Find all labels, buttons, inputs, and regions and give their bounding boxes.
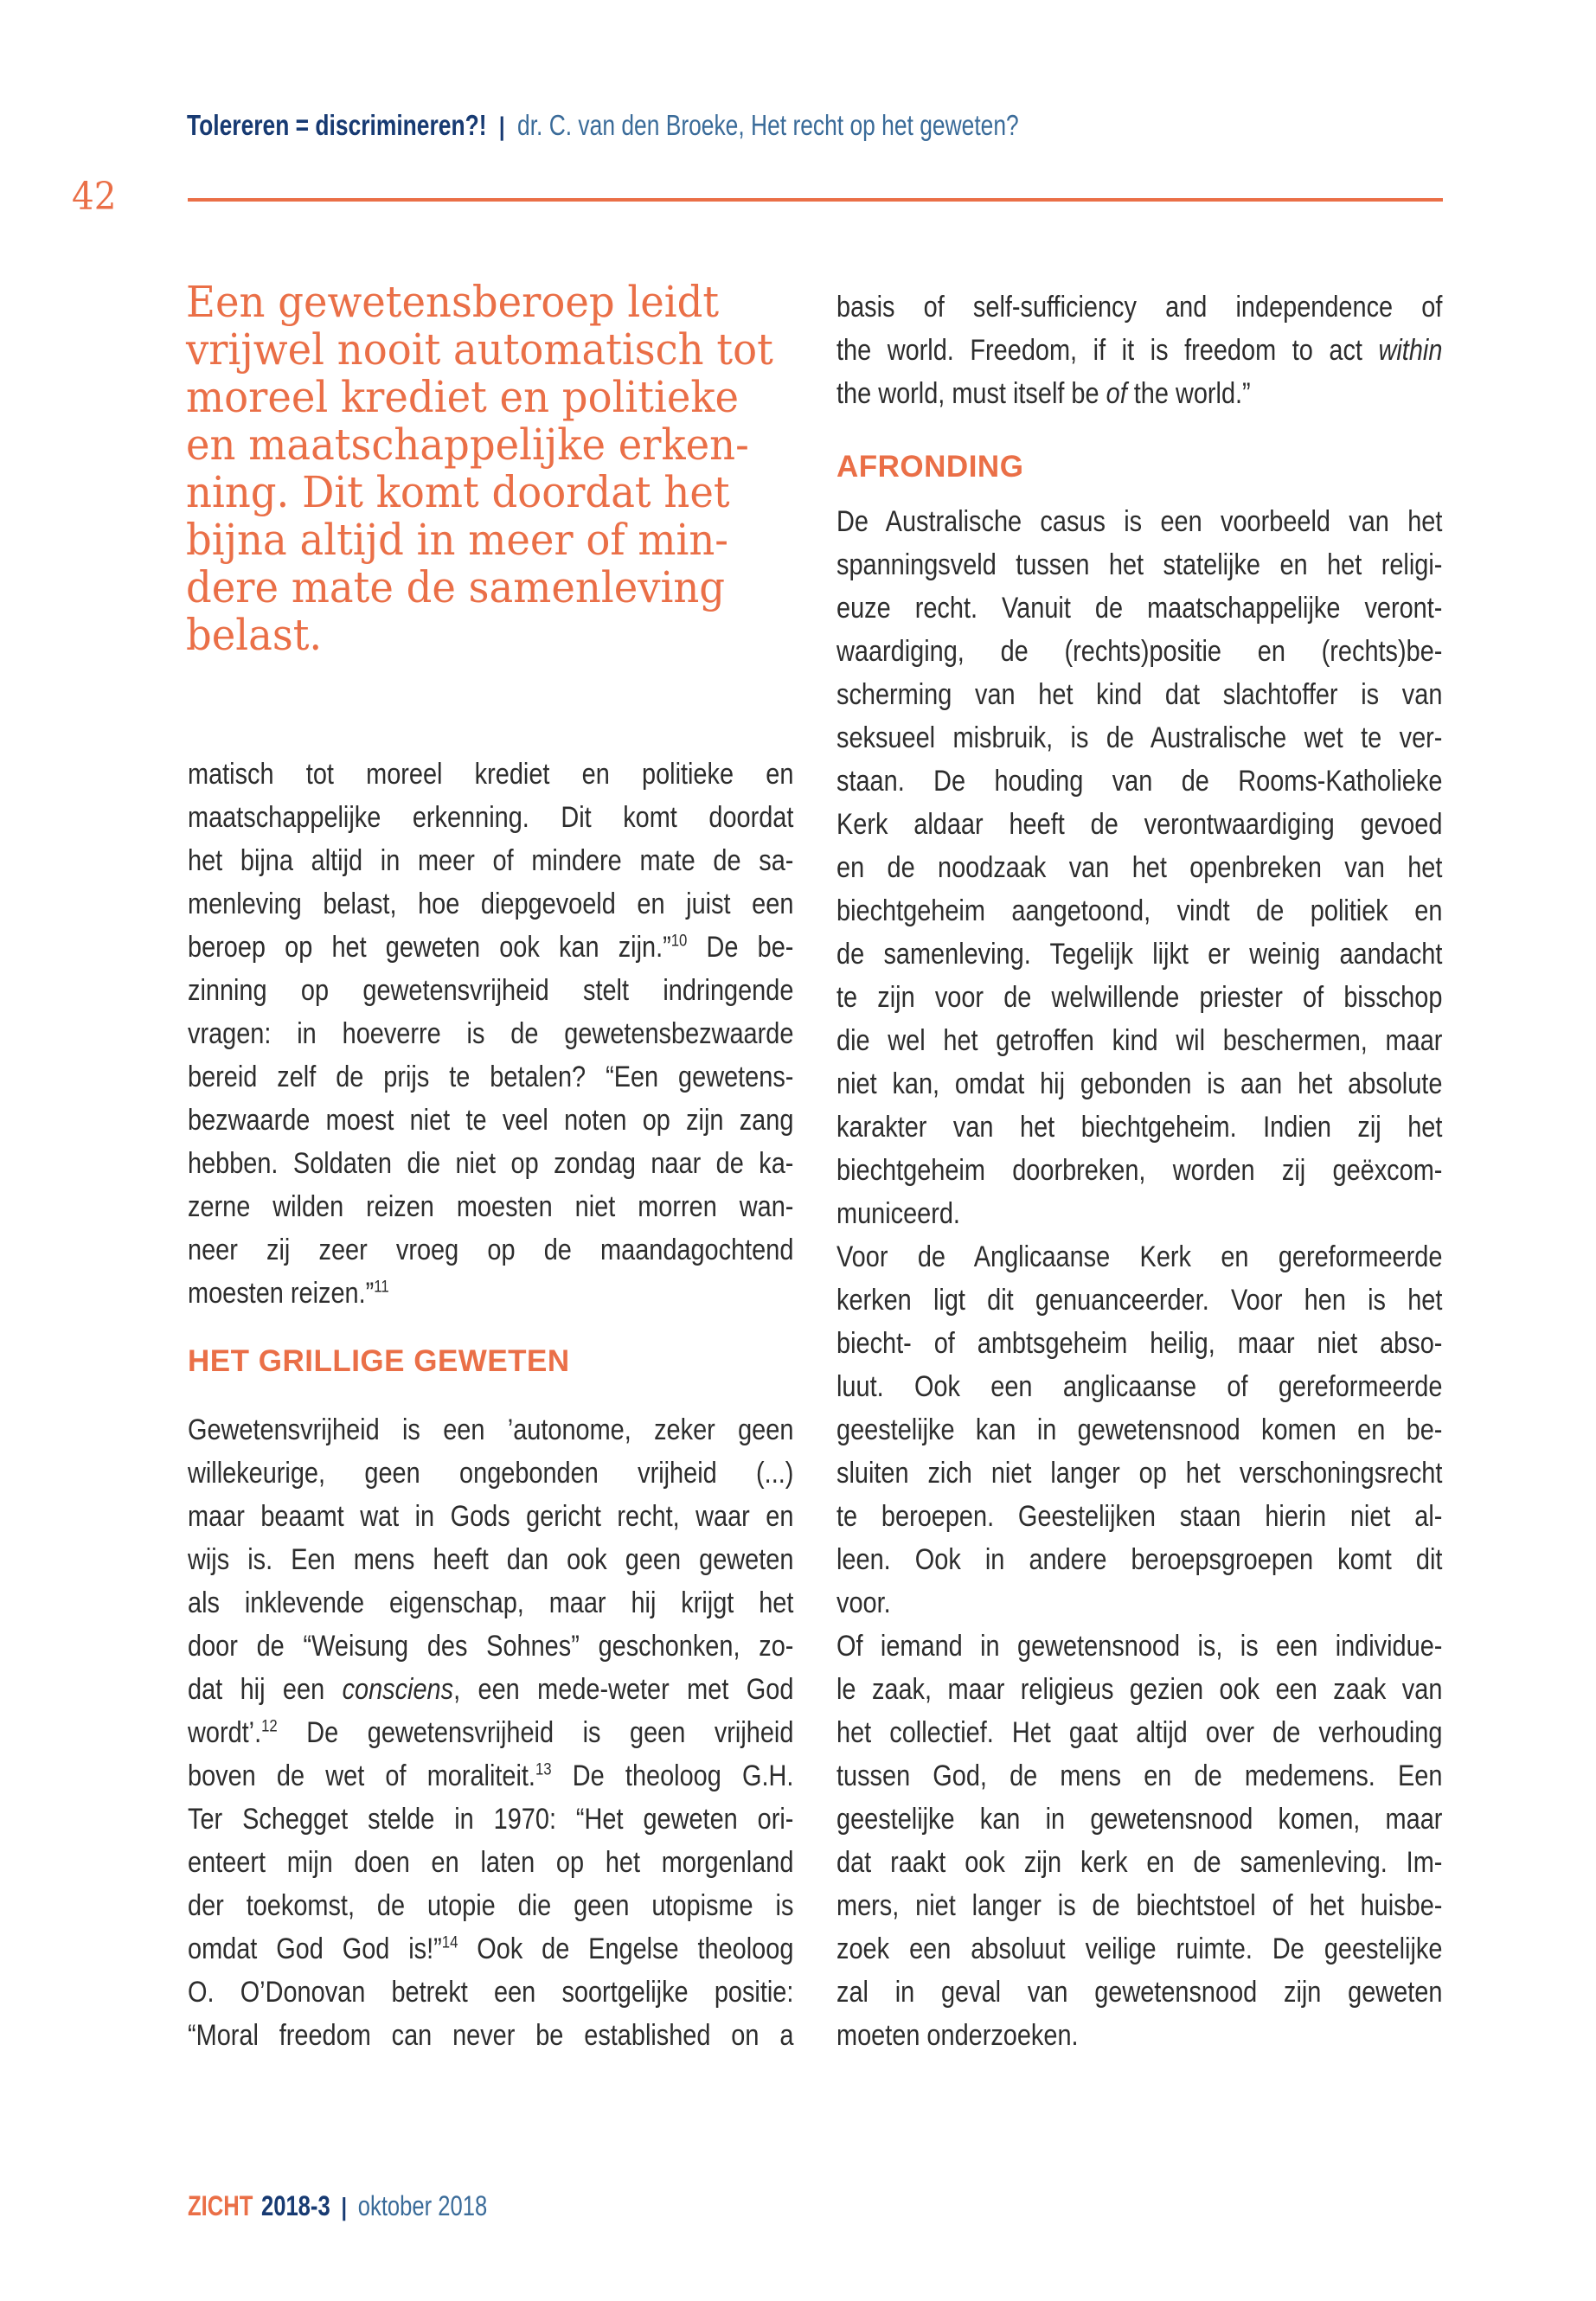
text-line: staan. De houding van de Rooms-Katholieke [836, 765, 1443, 798]
text-line: spanningsveld tussen het statelijke en het religi- [836, 548, 1443, 581]
text-line: het collectief. Het gaat altijd over de verhouding [836, 1716, 1443, 1749]
text-line: zoek een absoluut veilige ruimte. De geestelijke [836, 1932, 1443, 1965]
text-line: Ter Schegget stelde in 1970: “Het geweten ori- [188, 1803, 794, 1836]
text-line: moesten reizen.”$^{11}$ [188, 1277, 389, 1310]
text-line: Een gewetensberoep leidt [186, 277, 720, 327]
text-line: matisch tot moreel krediet en politieke en [188, 758, 794, 791]
text-line: karakter van het biechtgeheim. Indien zij het [836, 1111, 1443, 1144]
text-line: te beroepen. Geestelijken staan hierin niet al- [836, 1500, 1443, 1533]
text-line: luut. Ook een anglicaanse of gereformeerde [836, 1370, 1443, 1403]
text-line: dat raakt ook zijn kerk en de samenleving. Im- [836, 1846, 1443, 1879]
text-line: waardiging, de (rechts)positie en (rechts)be- [836, 635, 1443, 668]
footer-magazine-name: ZICHT [188, 2190, 253, 2221]
text-line: door de “Weisung des Sohnes” geschonken, zo- [188, 1630, 794, 1663]
text-line: seksueel misbruik, is de Australische wet te ver- [836, 721, 1443, 754]
text-line: vragen: in hoeverre is de gewetensbezwaarde [188, 1017, 794, 1050]
text-line: dat hij een consciens, een mede-weter met God [188, 1673, 794, 1706]
text-line: zinning op gewetensvrijheid stelt indringende [188, 974, 794, 1007]
article-title: Tolereren = discrimineren?! [187, 109, 487, 141]
footer-separator: | [341, 2194, 347, 2221]
right-column-body [836, 500, 1442, 2057]
text-line: moreel krediet en politieke [186, 372, 740, 422]
text-line: the world. Freedom, if it is freedom to act within [836, 334, 1443, 367]
text-line: en de noodzaak van het openbreken van het [836, 851, 1443, 884]
text-line: boven de wet of moraliteit.$^{13}$ De theoloog G.H. [188, 1759, 794, 1792]
text-line: en maatschappelijke erken- [186, 420, 749, 470]
text-line: O. O’Donovan betrekt een soortgelijke positie: [188, 1976, 794, 2009]
text-line: vrijwel nooit automatisch tot [186, 324, 773, 375]
text-line: zal in geval van gewetensnood zijn geweten [836, 1976, 1443, 2009]
footer-date: oktober 2018 [357, 2190, 488, 2221]
page-number: 42 [72, 175, 117, 219]
text-line: enteert mijn doen en laten op het morgenland [188, 1846, 794, 1879]
text-line: bijna altijd in meer of min- [186, 515, 728, 565]
text-line: “Moral freedom can never be established on a [188, 2019, 794, 2052]
text-line: Of iemand in gewetensnood is, is een individue- [836, 1630, 1443, 1663]
text-line: voor. [836, 1586, 891, 1619]
text-line: het bijna altijd in meer of mindere mate de sa- [188, 844, 794, 877]
left-column-intro [188, 753, 793, 1315]
text-line: leen. Ook in andere beroepsgroepen komt dit [836, 1543, 1443, 1576]
header-separator: | [498, 112, 505, 141]
text-line: geestelijke kan in gewetensnood komen, maar [836, 1803, 1443, 1836]
text-line: wordt’.$^{12}$ De gewetensvrijheid is geen vrijheid [188, 1716, 794, 1749]
text-line: moeten onderzoeken. [836, 2019, 1079, 2052]
text-line: te zijn voor de welwillende priester of bisschop [836, 981, 1443, 1014]
text-line: the world, must itself be of the world.” [836, 377, 1251, 410]
text-line: geestelijke kan in gewetensnood komen en be- [836, 1413, 1443, 1446]
text-line: biechtgeheim doorbreken, worden zij geëxcom- [836, 1154, 1443, 1187]
text-line: wijs is. Een mens heeft dan ook geen geweten [188, 1543, 794, 1576]
text-line: willekeurige, geen ongebonden vrijheid (...) [188, 1457, 794, 1490]
right-column-intro [836, 285, 1442, 415]
text-line: tussen God, de mens en de medemens. Een [836, 1759, 1443, 1792]
text-line: bereid zelf de prijs te betalen? “Een gewetens- [188, 1061, 794, 1093]
text-line: der toekomst, de utopie die geen utopisme is [188, 1889, 794, 1922]
text-line: als inklevende eigenschap, maar hij krijgt het [188, 1586, 794, 1619]
text-line: ning. Dit komt doordat het [186, 467, 730, 517]
text-line: maatschappelijke erkenning. Dit komt doordat [188, 801, 794, 834]
text-line: le zaak, maar religieus gezien ook een zaak van [836, 1673, 1443, 1706]
text-line: menleving belast, hoe diepgevoeld en juist een [188, 888, 794, 920]
text-line: sluiten zich niet langer op het verschoningsrecht [836, 1457, 1443, 1490]
text-line: mers, niet langer is de biechtstoel of het huisbe- [836, 1889, 1443, 1922]
page-footer [188, 2190, 487, 2222]
text-line: basis of self-sufficiency and independence of [836, 291, 1443, 324]
text-line: de samenleving. Tegelijk lijkt er weinig aandacht [836, 938, 1443, 971]
text-line: hebben. Soldaten die niet op zondag naar de ka- [188, 1147, 794, 1180]
text-line: euze recht. Vanuit de maatschappelijke veront- [836, 592, 1443, 625]
divider-rule [188, 198, 1443, 202]
text-line: zerne wilden reizen moesten niet morren wan- [188, 1190, 794, 1223]
pull-quote [186, 279, 773, 659]
text-line: biecht- of ambtsgeheim heilig, maar niet abso- [836, 1327, 1443, 1360]
text-line: Gewetensvrijheid is een ’autonome, zeker geen [188, 1413, 794, 1446]
text-line: omdat God God is!”$^{14}$ Ook de Engelse theoloog [188, 1932, 794, 1965]
text-line: belast. [186, 610, 323, 660]
section-heading-afronding: AFRONDING [836, 450, 1024, 484]
text-line: bezwaarde moest niet te veel noten op zijn zang [188, 1104, 794, 1137]
text-line: kerken ligt dit genuanceerder. Voor hen is het [836, 1284, 1443, 1317]
text-line: beroep op het geweten ook kan zijn.”$^{10}$ De be- [188, 931, 794, 964]
text-line: dere mate de samenleving [186, 562, 726, 612]
page-header [187, 109, 1019, 142]
text-line: die wel het getroffen kind wil beschermen, maar [836, 1024, 1443, 1057]
text-line: neer zij zeer vroeg op de maandagochtend [188, 1234, 794, 1266]
text-line: scherming van het kind dat slachtoffer is van [836, 678, 1443, 711]
text-line: Voor de Anglicaanse Kerk en gereformeerde [836, 1240, 1443, 1273]
article-author-subtitle: dr. C. van den Broeke, Het recht op het geweten? [517, 109, 1019, 141]
text-line: biechtgeheim aangetoond, vindt de politiek en [836, 894, 1443, 927]
text-line: Kerk aldaar heeft de verontwaardiging gevoed [836, 808, 1443, 841]
text-line: maar beaamt wat in Gods gericht recht, waar en [188, 1500, 794, 1533]
text-line: De Australische casus is een voorbeeld van het [836, 505, 1443, 538]
left-column-body [188, 1408, 793, 2057]
text-line: niet kan, omdat hij gebonden is aan het absolute [836, 1067, 1443, 1100]
text-line: municeerd. [836, 1197, 960, 1230]
footer-issue: 2018-3 [260, 2190, 330, 2221]
section-heading-het-grillige-geweten: HET GRILLIGE GEWETEN [188, 1344, 570, 1378]
